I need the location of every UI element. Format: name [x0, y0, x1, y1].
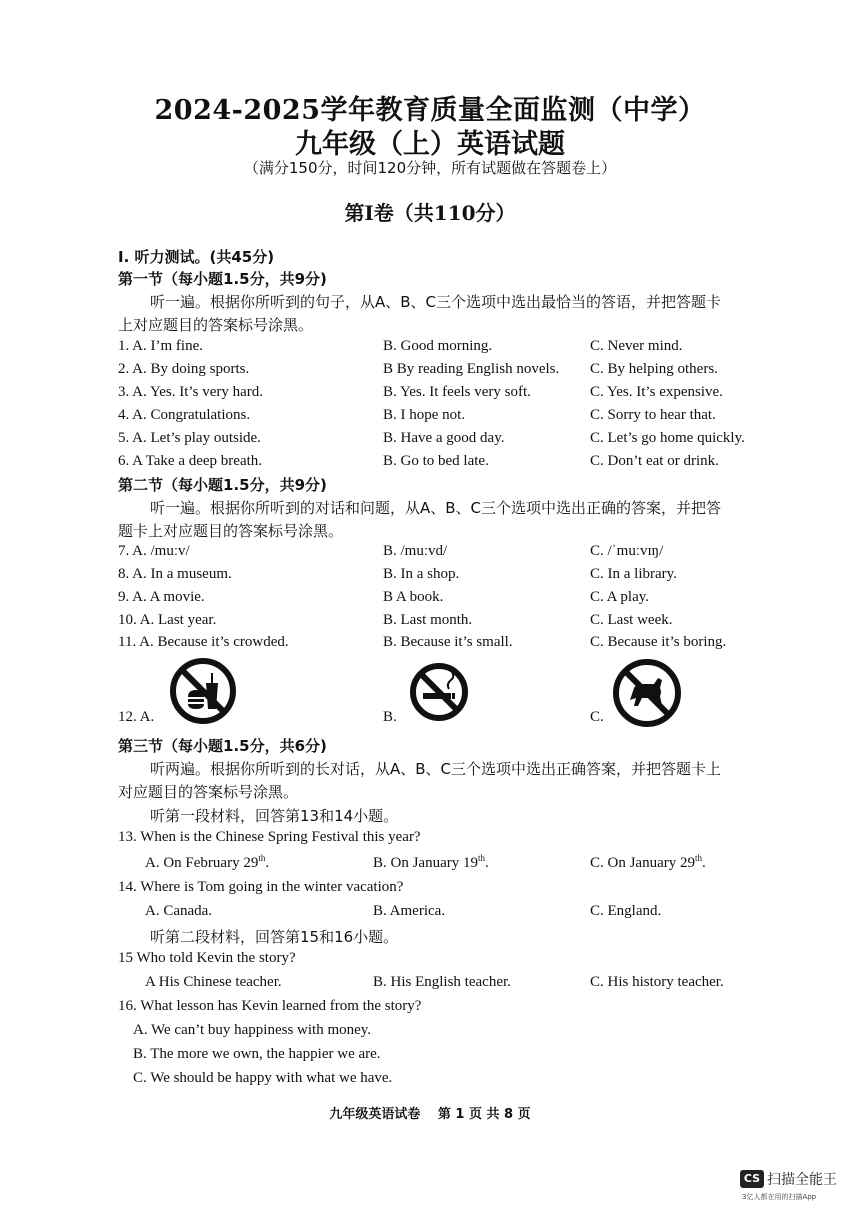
exam-instructions: （满分150分，时间120分钟，所有试题做在答题卷上） [243, 159, 617, 177]
q9-option-b: B A book. [383, 589, 444, 605]
q7-option-a: 7. A. /muːv/ [118, 543, 190, 559]
q1-option-a: 1. A. I’m fine. [118, 338, 203, 354]
section3-instruction-line2: 对应题目的答案标号涂黑。 [118, 783, 299, 801]
no-smoking-sign-icon [409, 662, 469, 722]
q5-option-a: 5. A. Let’s play outside. [118, 430, 261, 446]
part1-heading: Ⅰ. 听力测试。(共45分) [118, 248, 275, 266]
q13-option-a: A. On February 29th. [145, 853, 270, 871]
volume-heading: 第Ⅰ卷（共110分） [344, 201, 516, 225]
section3-heading: 第三节（每小题1.5分，共6分) [118, 737, 327, 755]
q5-option-b: B. Have a good day. [383, 430, 505, 446]
section1-heading: 第一节（每小题1.5分，共9分) [118, 270, 327, 288]
q7-option-c: C. /ˈmuːvɪŋ/ [590, 543, 664, 559]
q11-option-a: 11. A. Because it’s crowded. [118, 634, 289, 650]
q8-option-c: C. In a library. [590, 566, 677, 582]
q11-option-b: B. Because it’s small. [383, 634, 513, 650]
q6-option-b: B. Go to bed late. [383, 453, 489, 469]
q14-stem: 14. Where is Tom going in the winter vacation? [118, 879, 404, 895]
q3-option-b: B. Yes. It feels very soft. [383, 384, 531, 400]
page-footer: 九年级英语试卷 第 1 页 共 8 页 [329, 1107, 531, 1122]
q2-option-a: 2. A. By doing sports. [118, 361, 250, 377]
q13-option-c: C. On January 29th. [590, 853, 706, 871]
q8-option-b: B. In a shop. [383, 566, 460, 582]
cs-badge: CS [740, 1170, 764, 1188]
q14-option-c: C. England. [590, 903, 662, 919]
q13-stem: 13. When is the Chinese Spring Festival this year? [118, 829, 421, 845]
q4-option-b: B. I hope not. [383, 407, 466, 423]
q4-option-a: 4. A. Congratulations. [118, 407, 251, 423]
q2-option-b: B By reading English novels. [383, 361, 560, 377]
section1-instruction-line1: 听一遍。根据你所听到的句子，从A、B、C三个选项中选出最恰当的答语，并把答题卡 [150, 293, 722, 311]
q12-option-b: B. [383, 709, 397, 725]
section2-instruction-line1: 听一遍。根据你所听到的对话和问题，从A、B、C三个选项中选出正确的答案，并把答 [150, 499, 722, 517]
q11-option-c: C. Because it’s boring. [590, 634, 727, 650]
scanner-tagline: 3亿人都在用的扫描App [742, 1193, 817, 1201]
q6-option-a: 6. A Take a deep breath. [118, 453, 263, 469]
material2-note: 听第二段材料，回答第15和16小题。 [150, 928, 399, 946]
q14-option-b: B. America. [373, 903, 446, 919]
section2-instruction-line2: 题卡上对应题目的答案标号涂黑。 [118, 522, 344, 540]
section2-heading: 第二节（每小题1.5分，共9分) [118, 476, 327, 494]
q6-option-c: C. Don’t eat or drink. [590, 453, 719, 469]
q14-option-a: A. Canada. [145, 903, 213, 919]
no-food-drink-sign-icon [169, 657, 237, 725]
q15-stem: 15 Who told Kevin the story? [118, 950, 296, 966]
q13-option-b: B. On January 19th. [373, 853, 489, 871]
q16-stem: 16. What lesson has Kevin learned from the story? [118, 998, 422, 1014]
q15-option-a: A His Chinese teacher. [145, 974, 282, 990]
q8-option-a: 8. A. In a museum. [118, 566, 232, 582]
exam-title: 2024-2025学年教育质量全面监测（中学） [154, 95, 706, 126]
q4-option-c: C. Sorry to hear that. [590, 407, 716, 423]
q15-option-c: C. His history teacher. [590, 974, 724, 990]
q16-option-a: A. We can’t buy happiness with money. [133, 1022, 372, 1038]
scanner-logo [740, 1168, 837, 1189]
section3-instruction-line1: 听两遍。根据你所听到的长对话，从A、B、C三个选项中选出正确答案，并把答题卡上 [150, 760, 722, 778]
material1-note: 听第一段材料，回答第13和14小题。 [150, 807, 399, 825]
section1-instruction-line2: 上对应题目的答案标号涂黑。 [118, 316, 314, 334]
q5-option-c: C. Let’s go home quickly. [590, 430, 745, 446]
no-pets-sign-icon [612, 658, 682, 728]
q10-option-b: B. Last month. [383, 612, 473, 628]
q16-option-b: B. The more we own, the happier we are. [133, 1046, 381, 1062]
q3-option-c: C. Yes. It’s expensive. [590, 384, 723, 400]
q10-option-a: 10. A. Last year. [118, 612, 217, 628]
q12-option-a: 12. A. [118, 709, 155, 725]
q2-option-c: C. By helping others. [590, 361, 718, 377]
q9-option-a: 9. A. A movie. [118, 589, 205, 605]
q3-option-a: 3. A. Yes. It’s very hard. [118, 384, 263, 400]
q1-option-c: C. Never mind. [590, 338, 683, 354]
q9-option-c: C. A play. [590, 589, 650, 605]
q12-option-c: C. [590, 709, 604, 725]
q16-option-c: C. We should be happy with what we have. [133, 1070, 393, 1086]
scanner-app-name: 扫描全能王 [767, 1171, 837, 1188]
q15-option-b: B. His English teacher. [373, 974, 511, 990]
q7-option-b: B. /muːvd/ [383, 543, 448, 559]
q10-option-c: C. Last week. [590, 612, 673, 628]
exam-subject-title: 九年级（上）英语试题 [295, 129, 565, 160]
q1-option-b: B. Good morning. [383, 338, 493, 354]
